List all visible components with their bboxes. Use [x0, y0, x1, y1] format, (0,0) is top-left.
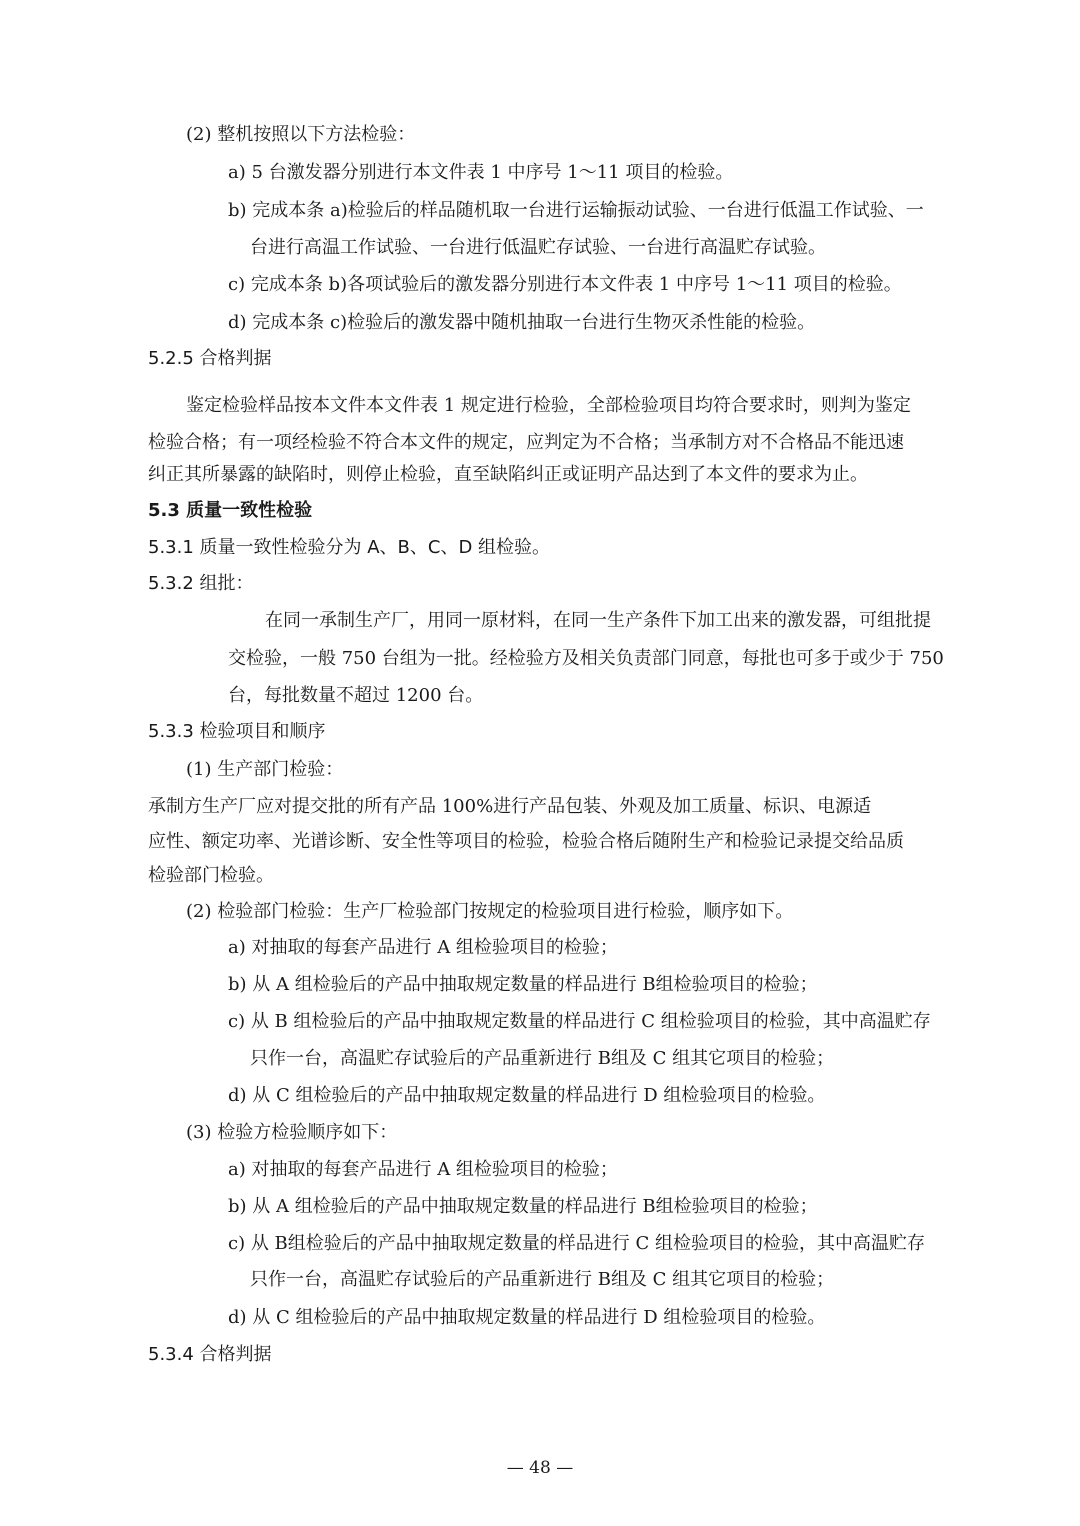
- paragraph-5-2-5-line2: 检验合格；有一项经检验不符合本文件的规定，应判定为不合格；当承制方对不合格品不能迅速: [148, 432, 904, 453]
- item-2-b: b) 从 A 组检验后的产品中抽取规定数量的样品进行 B组检验项目的检验；: [228, 974, 818, 995]
- item-2b-line1: b) 完成本条 a)检验后的样品随机取一台进行运输振动试验、一台进行低温工作试验、一: [228, 200, 924, 221]
- paragraph-5-2-5-line3: 纠正其所暴露的缺陷时，则停止检验，直至缺陷纠正或证明产品达到了本文件的要求为止。: [148, 464, 868, 485]
- section-5-3-3-heading: 5.3.3 检验项目和顺序: [148, 721, 326, 742]
- item-2-a: a) 对抽取的每套产品进行 A 组检验项目的检验；: [228, 937, 618, 958]
- item-2-d: d) 从 C 组检验后的产品中抽取规定数量的样品进行 D 组检验项目的检验。: [228, 1085, 826, 1106]
- item-2c: c) 完成本条 b)各项试验后的激发器分别进行本文件表 1 中序号 1～11 项目的检验。: [228, 274, 902, 295]
- paragraph-5-3-2-line3: 台，每批数量不超过 1200 台。: [228, 685, 484, 706]
- section-5-3-heading: 5.3 质量一致性检验: [148, 500, 313, 521]
- section-5-3-2-heading: 5.3.2 组批：: [148, 573, 254, 594]
- item-3-b: b) 从 A 组检验后的产品中抽取规定数量的样品进行 B组检验项目的检验；: [228, 1196, 818, 1217]
- page-number: — 48 —: [506, 1458, 574, 1478]
- paragraph-1-line1: 承制方生产厂应对提交批的所有产品 100%进行产品包装、外观及加工质量、标识、电源适: [148, 796, 872, 817]
- item-2a: a) 5 台激发器分别进行本文件表 1 中序号 1～11 项目的检验。: [228, 162, 734, 183]
- section-5-2-5-heading: 5.2.5 合格判据: [148, 348, 272, 369]
- item-1-heading: (1) 生产部门检验：: [186, 759, 344, 780]
- section-5-3-1: 5.3.1 质量一致性检验分为 A、B、C、D 组检验。: [148, 537, 551, 558]
- item-3-heading: (3) 检验方检验顺序如下：: [186, 1122, 398, 1143]
- item-3-c-line2: 只作一台，高温贮存试验后的产品重新进行 B组及 C 组其它项目的检验；: [250, 1269, 835, 1290]
- paragraph-1-line3: 检验部门检验。: [148, 865, 274, 886]
- paragraph-5-2-5-line1: 鉴定检验样品按本文件本文件表 1 规定进行检验，全部检验项目均符合要求时，则判为鉴定: [186, 395, 911, 416]
- item-2b-line2: 台进行高温工作试验、一台进行低温贮存试验、一台进行高温贮存试验。: [250, 237, 826, 258]
- paragraph-1-line2: 应性、额定功率、光谱诊断、安全性等项目的检验，检验合格后随附生产和检验记录提交给品质: [148, 831, 904, 852]
- section-5-3-4-heading: 5.3.4 合格判据: [148, 1344, 272, 1365]
- paragraph-5-3-2-line1: 在同一承制生产厂，用同一原材料，在同一生产条件下加工出来的激发器，可组批提: [265, 610, 931, 631]
- item-3-c-line1: c) 从 B组检验后的产品中抽取规定数量的样品进行 C 组检验项目的检验，其中高温贮存: [228, 1233, 925, 1254]
- paragraph-5-3-2-line2: 交检验，一般 750 台组为一批。经检验方及相关负责部门同意，每批也可多于或少于 750: [228, 648, 944, 669]
- item-3-d: d) 从 C 组检验后的产品中抽取规定数量的样品进行 D 组检验项目的检验。: [228, 1307, 826, 1328]
- item-2-c-line2: 只作一台，高温贮存试验后的产品重新进行 B组及 C 组其它项目的检验；: [250, 1048, 835, 1069]
- item-2-c-line1: c) 从 B 组检验后的产品中抽取规定数量的样品进行 C 组检验项目的检验，其中高温贮存: [228, 1011, 931, 1032]
- item-2-heading: (2) 整机按照以下方法检验：: [186, 124, 416, 145]
- item-3-a: a) 对抽取的每套产品进行 A 组检验项目的检验；: [228, 1159, 618, 1180]
- item-2d: d) 完成本条 c)检验后的激发器中随机抽取一台进行生物灭杀性能的检验。: [228, 312, 816, 333]
- item-2-inspection-heading: (2) 检验部门检验：生产厂检验部门按规定的检验项目进行检验，顺序如下。: [186, 901, 794, 922]
